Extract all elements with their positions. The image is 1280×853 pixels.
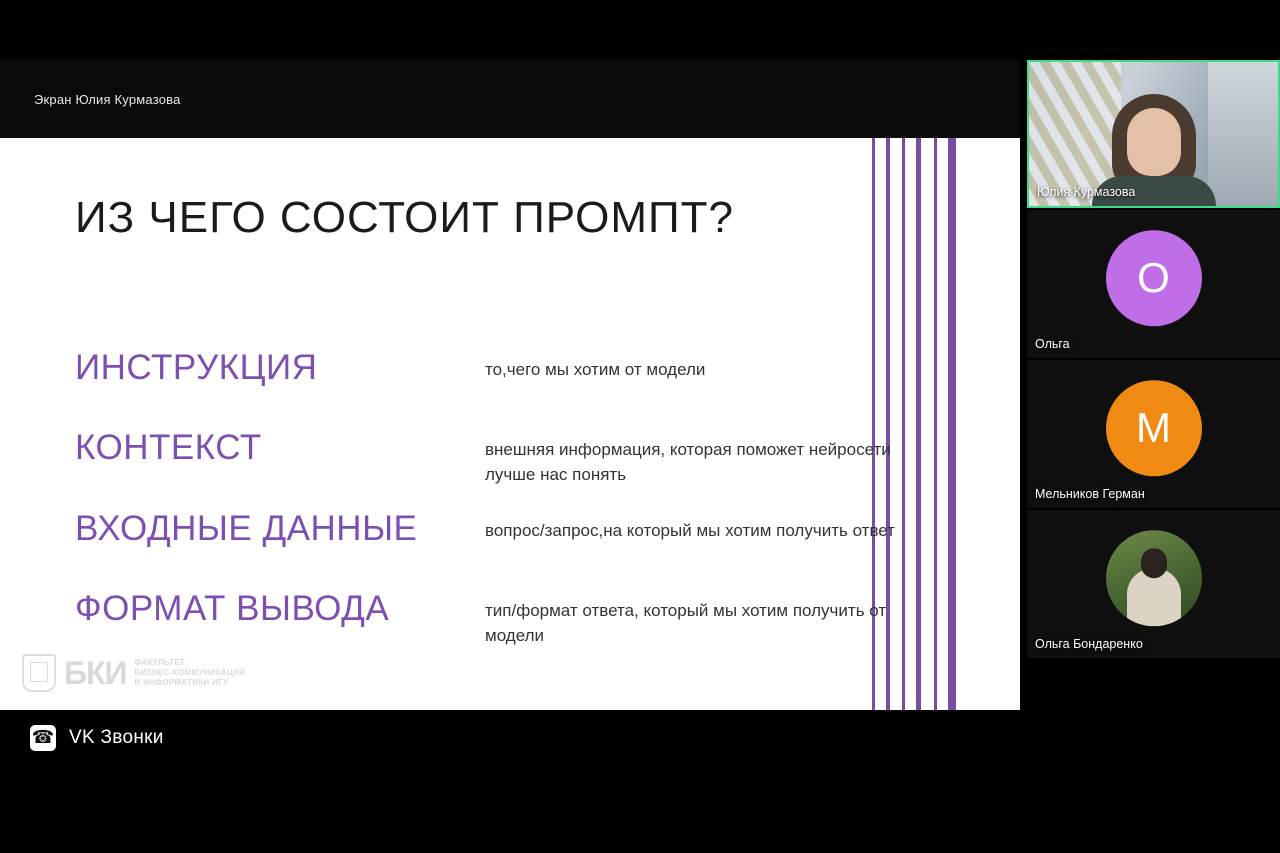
participant-tile-video[interactable] — [1027, 60, 1280, 208]
slide-row — [75, 511, 905, 567]
phone-icon — [30, 725, 56, 751]
presentation-slide — [0, 138, 1020, 710]
slide-row — [75, 350, 905, 406]
slide-definition-list — [75, 350, 905, 673]
slide-row-description: то,чего мы хотим от модели — [485, 360, 706, 379]
logo-abbreviation: БКИ — [64, 654, 127, 691]
shared-screen-region[interactable] — [0, 60, 1020, 765]
slide-footer-logo — [22, 654, 245, 692]
slide-row — [75, 430, 905, 487]
slide-row-description: внешняя информация, которая поможет нейросети лучше нас понять — [485, 440, 891, 484]
vk-calls-badge — [30, 725, 164, 751]
background-wall — [1208, 62, 1278, 206]
participant-name: Ольга — [1035, 337, 1070, 351]
slide-row-term: ФОРМАТ ВЫВОДА — [75, 589, 390, 629]
logo-line-2: БИЗНЕС-КОММУНИКАЦИЙ — [134, 668, 246, 677]
logo-line-1: ФАКУЛЬТЕТ — [134, 658, 186, 667]
participants-rail — [1020, 0, 1280, 853]
participant-tile-avatar[interactable] — [1027, 360, 1280, 508]
logo-faculty-name — [135, 658, 246, 688]
book-icon — [22, 654, 56, 692]
slide-row — [75, 591, 905, 648]
avatar — [1106, 530, 1202, 626]
avatar: О — [1106, 230, 1202, 326]
participant-name: Мельников Герман — [1035, 487, 1145, 501]
slide-title: ИЗ ЧЕГО СОСТОИТ ПРОМПТ? — [75, 193, 734, 242]
participant-name: Юлия Курмазова — [1037, 185, 1136, 199]
slide-row-description: вопрос/запрос,на который мы хотим получить ответ — [485, 521, 895, 541]
slide-row-term: КОНТЕКСТ — [75, 428, 262, 467]
avatar: M — [1106, 380, 1202, 476]
slide-row-description: тип/формат ответа, который мы хотим получить от модели — [485, 601, 887, 645]
vk-calls-label: VK Звонки — [69, 726, 164, 748]
slide-row-term: ВХОДНЫЕ ДАННЫЕ — [75, 509, 418, 549]
participant-name: Ольга Бондаренко — [1035, 637, 1143, 651]
call-bottom-bar — [0, 710, 1020, 765]
slide-row-term: ИНСТРУКЦИЯ — [75, 348, 318, 387]
participant-tile-photo[interactable] — [1027, 510, 1280, 658]
participant-tile-avatar[interactable] — [1027, 210, 1280, 358]
logo-line-3: И ИНФОРМАТИКИ ИГУ — [134, 678, 229, 687]
shared-screen-label: Экран Юлия Курмазова — [34, 92, 181, 107]
